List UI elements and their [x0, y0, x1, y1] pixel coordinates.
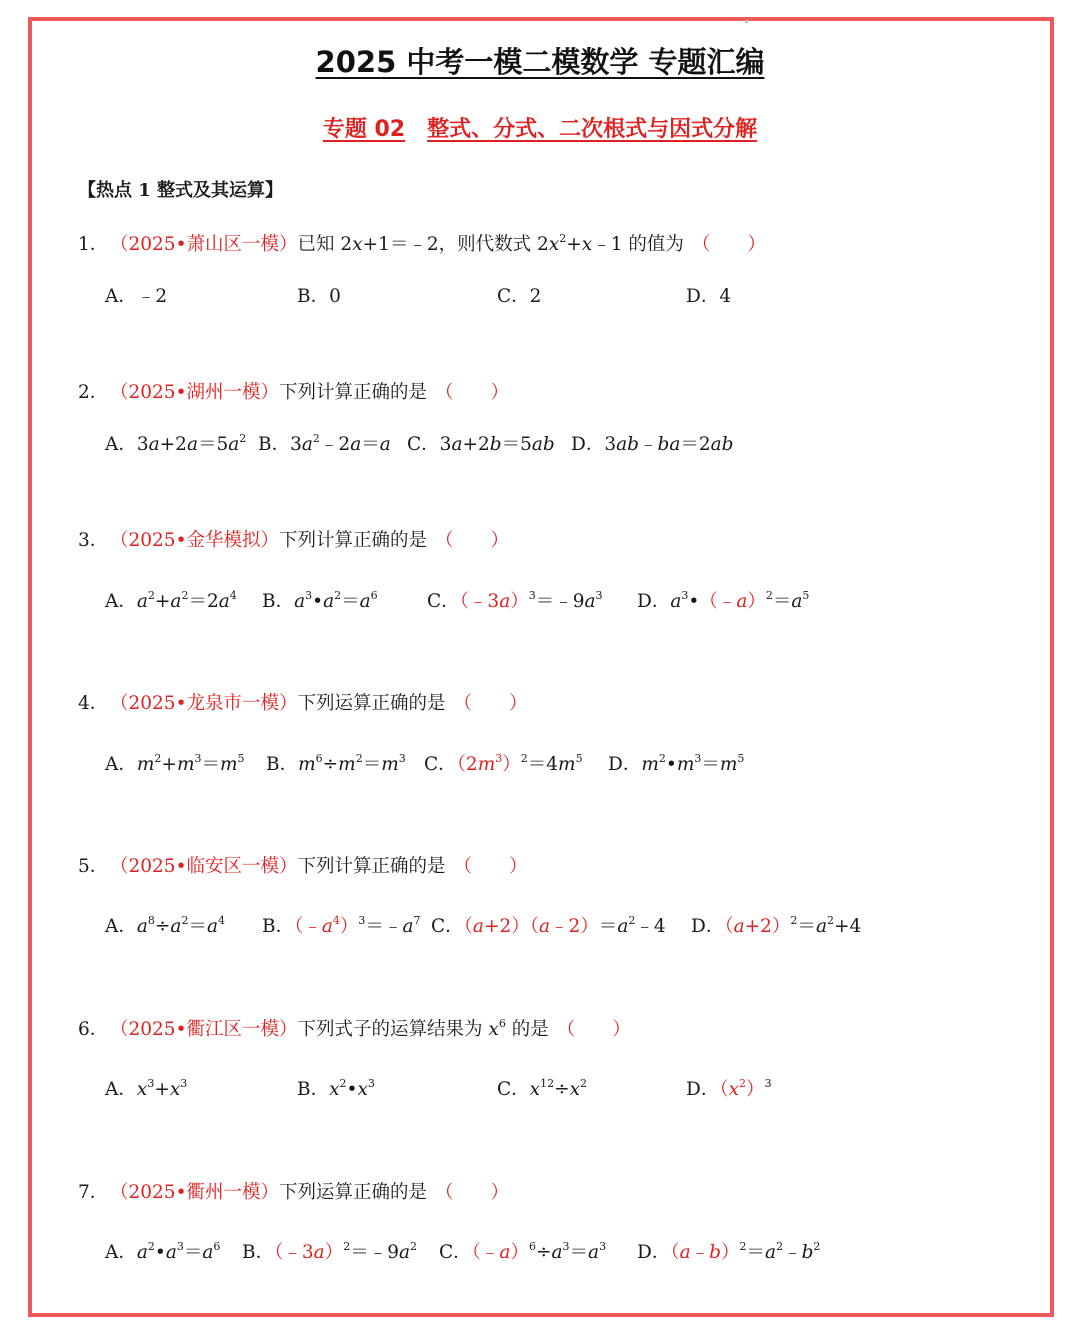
- q5-option-a: A．$a^8\div a^2=a^4$: [105, 913, 225, 937]
- q7-option-a: A．$a^2•a^3=a^6$: [105, 1239, 221, 1263]
- question-2: [78, 378, 509, 404]
- q3-option-a: A．$a^2+a^2=2a^4$: [105, 588, 237, 612]
- question-number: 5．: [78, 856, 109, 877]
- answer-blank: （ ）: [691, 234, 766, 255]
- q2-option-c: C．3a+2b＝5ab: [407, 434, 555, 455]
- q2-option-d: D．3ab﹣ba＝2ab: [571, 434, 734, 455]
- scan-dot: [745, 20, 748, 23]
- q5-option-d: D．$(a+2)^2=a^2+4$: [691, 913, 862, 937]
- q7-option-b: B．$(﹣3a)^2=﹣9a^2$: [242, 1239, 417, 1263]
- question-7: [78, 1178, 509, 1204]
- q4-option-c: C．$(2m^3)^2=4m^5$: [424, 751, 583, 775]
- q4-option-a: A．$m^2+m^3=m^5$: [105, 751, 245, 775]
- answer-blank: （ ）: [453, 856, 528, 877]
- question-source: （2025•衢江区一模）: [110, 1019, 298, 1040]
- subtitle-number: 专题 02: [322, 117, 406, 142]
- q3-option-c: C．$(﹣3a)^3=﹣9a^3$: [427, 588, 603, 612]
- question-number: 3．: [78, 530, 109, 551]
- question-number: 4．: [78, 693, 109, 714]
- q6-option-a: A．$x^3+x^3$: [105, 1076, 188, 1100]
- q7-option-d: D．$(a﹣b)^2=a^2﹣b^2$: [637, 1239, 821, 1263]
- question-stem: 下列计算正确的是: [279, 530, 428, 551]
- question-source: （2025•金华模拟）: [110, 530, 279, 551]
- question-4: [78, 689, 528, 715]
- q1-option-b: B．0: [297, 286, 341, 307]
- answer-blank: （ ）: [453, 693, 528, 714]
- answer-blank: （ ）: [435, 382, 510, 403]
- answer-blank: （ ）: [435, 1182, 510, 1203]
- document-title: 2025 中考一模二模数学 专题汇编: [315, 45, 765, 79]
- q6-option-c: C．$x^{12}\div x^2$: [497, 1076, 588, 1100]
- question-source: （2025•临安区一模）: [110, 856, 298, 877]
- question-number: 2．: [78, 382, 109, 403]
- question-1: [78, 230, 766, 256]
- question-6: [78, 1015, 631, 1041]
- question-stem: 下列计算正确的是: [279, 382, 428, 403]
- question-stem: 下列运算正确的是: [297, 693, 446, 714]
- question-3: [78, 526, 509, 552]
- question-number: 1．: [78, 234, 109, 255]
- q1-option-c: C．2: [497, 286, 542, 307]
- question-stem: 下列计算正确的是: [297, 856, 446, 877]
- page-frame: [28, 17, 1054, 1317]
- document-subtitle: [0, 112, 1080, 143]
- q5-option-c: C．$(a+2)(a﹣2)=a^2﹣4$: [431, 913, 666, 937]
- question-stem: 下列式子的运算结果为 $x^6$ 的是: [297, 1016, 549, 1040]
- q6-option-d: D．$(x^2)^3$: [686, 1076, 772, 1100]
- q4-option-b: B．$m^6\div m^2=m^3$: [266, 751, 406, 775]
- q7-option-c: C．$(﹣a)^6\div a^3=a^3$: [439, 1239, 607, 1263]
- subtitle-topic: 整式、分式、二次根式与因式分解: [427, 117, 758, 142]
- question-source: （2025•萧山区一模）: [110, 234, 298, 255]
- q1-option-d: D．4: [686, 286, 732, 307]
- question-stem: 下列运算正确的是: [279, 1182, 428, 1203]
- question-number: 7．: [78, 1182, 109, 1203]
- q2-option-b: B．$3a^2﹣2a=a$: [258, 431, 391, 455]
- q3-option-d: D．$a^3•(﹣a)^2=a^5$: [637, 588, 810, 612]
- answer-blank: （ ）: [435, 530, 510, 551]
- question-source: （2025•衢州一模）: [110, 1182, 279, 1203]
- section-heading: 【热点 1 整式及其运算】: [78, 180, 284, 201]
- question-source: （2025•湖州一模）: [110, 382, 279, 403]
- question-source: （2025•龙泉市一模）: [110, 693, 298, 714]
- answer-blank: （ ）: [556, 1019, 631, 1040]
- question-5: [78, 852, 528, 878]
- q6-option-b: B．$x^2•x^3$: [297, 1076, 375, 1100]
- question-number: 6．: [78, 1019, 109, 1040]
- q3-option-b: B．$a^3•a^2=a^6$: [262, 588, 378, 612]
- question-stem: 已知 2x+1＝﹣2，则代数式 $2x^2+x﹣1$ 的值为: [297, 231, 684, 255]
- q1-option-a: A．﹣2: [105, 286, 168, 307]
- q5-option-b: B．$(﹣a^4)^3=﹣a^7$: [262, 913, 421, 937]
- q4-option-d: D．$m^2•m^3=m^5$: [608, 751, 745, 775]
- q2-option-a: A．$3a+2a=5a^2$: [105, 431, 247, 455]
